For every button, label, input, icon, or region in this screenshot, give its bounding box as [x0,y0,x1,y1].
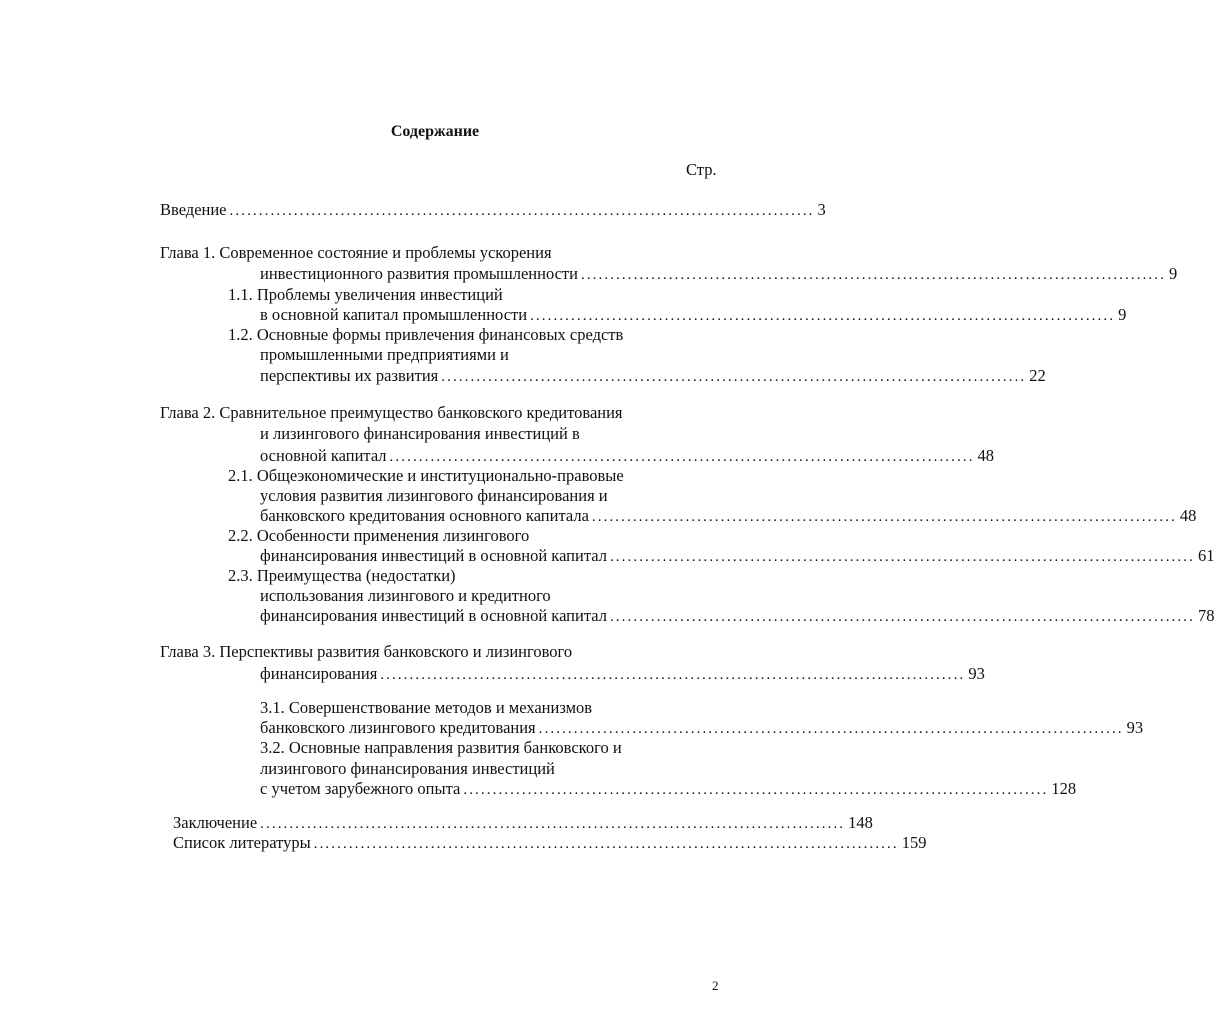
toc-entry-text: банковского лизингового кредитования [260,718,536,737]
toc-entry-page: 78 [1197,606,1214,625]
toc-entry-section-1-2 [260,366,1046,387]
toc-entry-chapter1 [260,264,1178,285]
leader-dots: .................................................................................................... [441,369,1027,385]
section-2-2-line1: 2.2. Особенности применения лизингового [228,526,530,545]
toc-entry-text: Введение [160,200,227,219]
toc-entry-text: основной капитал [260,446,387,465]
section-3-2-line2: лизингового финансирования инвестиций [260,759,555,778]
leader-dots: .................................................................................................... [580,267,1166,283]
toc-entry-text: финансирования инвестиций в основной капитал [260,546,607,565]
toc-entry-page: 48 [1179,506,1197,525]
leader-dots: .................................................................................................... [229,203,815,219]
leader-dots: .................................................................................................... [380,667,966,683]
leader-dots: .................................................................................................... [260,816,846,832]
toc-entry-text: финансирования инвестиций в основной капитал [260,606,607,625]
leader-dots: .................................................................................................... [538,721,1124,737]
toc-entry-text: инвестиционного развития промышленности [260,264,578,283]
section-1-1-line1: 1.1. Проблемы увеличения инвестиций [228,285,503,304]
toc-entry-text: с учетом зарубежного опыта [260,779,461,798]
page-number: 2 [712,978,719,993]
chapter2-title-line1: Глава 2. Сравнительное преимущество банковского кредитования [160,403,623,422]
section-3-2-line1: 3.2. Основные направления развития банковского и [260,738,622,757]
toc-entry-page: 93 [968,664,985,683]
toc-entry-chapter3 [260,664,985,685]
toc-entry-text: Список литературы [173,833,311,852]
chapter2-title-line2: и лизингового финансирования инвестиций в [260,424,580,443]
leader-dots: .................................................................................................... [591,509,1177,525]
page-column-label: Стр. [686,160,717,179]
toc-entry-text: перспективы их развития [260,366,439,385]
section-2-1-line2: условия развития лизингового финансирования и [260,486,608,505]
toc-heading: Содержание [390,123,480,140]
section-2-3-line2: использования лизингового и кредитного [260,586,551,605]
toc-entry-page: 128 [1051,779,1077,798]
section-3-1-line1: 3.1. Совершенствование методов и механизмов [260,698,593,717]
toc-entry-references [173,833,927,854]
leader-dots: .................................................................................................... [530,308,1116,324]
section-1-2-line1: 1.2. Основные формы привлечения финансовых средств [228,325,624,344]
toc-entry-page: 9 [1168,264,1178,283]
toc-entry-section-3-1 [260,718,1144,739]
section-2-1-line1: 2.1. Общеэкономические и институционально-правовые [228,466,624,485]
toc-entry-page: 148 [848,813,873,832]
section-2-3-line1: 2.3. Преимущества (недостатки) [228,566,456,585]
toc-entry-text: банковского кредитования основного капитала [260,506,589,525]
chapter3-title-line1: Глава 3. Перспективы развития банковского и лизингового [160,642,573,661]
toc-entry-section-2-3 [260,606,1214,627]
toc-entry-text: Заключение [173,813,258,832]
toc-entry-chapter2 [260,446,995,467]
toc-entry-section-1-1 [260,305,1127,326]
toc-entry-page: 93 [1126,718,1144,737]
toc-entry-text: финансирования [260,664,378,683]
toc-entry-page: 61 [1197,546,1214,565]
toc-entry-conclusion [173,813,873,834]
toc-entry-page: 9 [1118,305,1127,324]
toc-entry-page: 22 [1029,366,1046,385]
toc-entry-page: 3 [817,200,826,219]
leader-dots: .................................................................................................... [463,782,1049,798]
section-1-2-line2: промышленными предприятиями и [260,345,509,364]
toc-entry-intro [160,200,826,221]
toc-entry-page: 159 [901,833,927,852]
leader-dots: .................................................................................................... [389,449,975,465]
toc-entry-text: в основной капитал промышленности [260,305,528,324]
toc-entry-section-2-2 [260,546,1214,567]
toc-entry-section-2-1 [260,506,1197,527]
toc-entry-section-3-2 [260,779,1077,800]
chapter1-title-line1: Глава 1. Современное состояние и проблемы ускорения [160,243,552,262]
toc-entry-page: 48 [977,446,995,465]
leader-dots: .................................................................................................... [313,836,899,852]
leader-dots: .................................................................................................... [609,609,1195,625]
leader-dots: .................................................................................................... [609,549,1195,565]
